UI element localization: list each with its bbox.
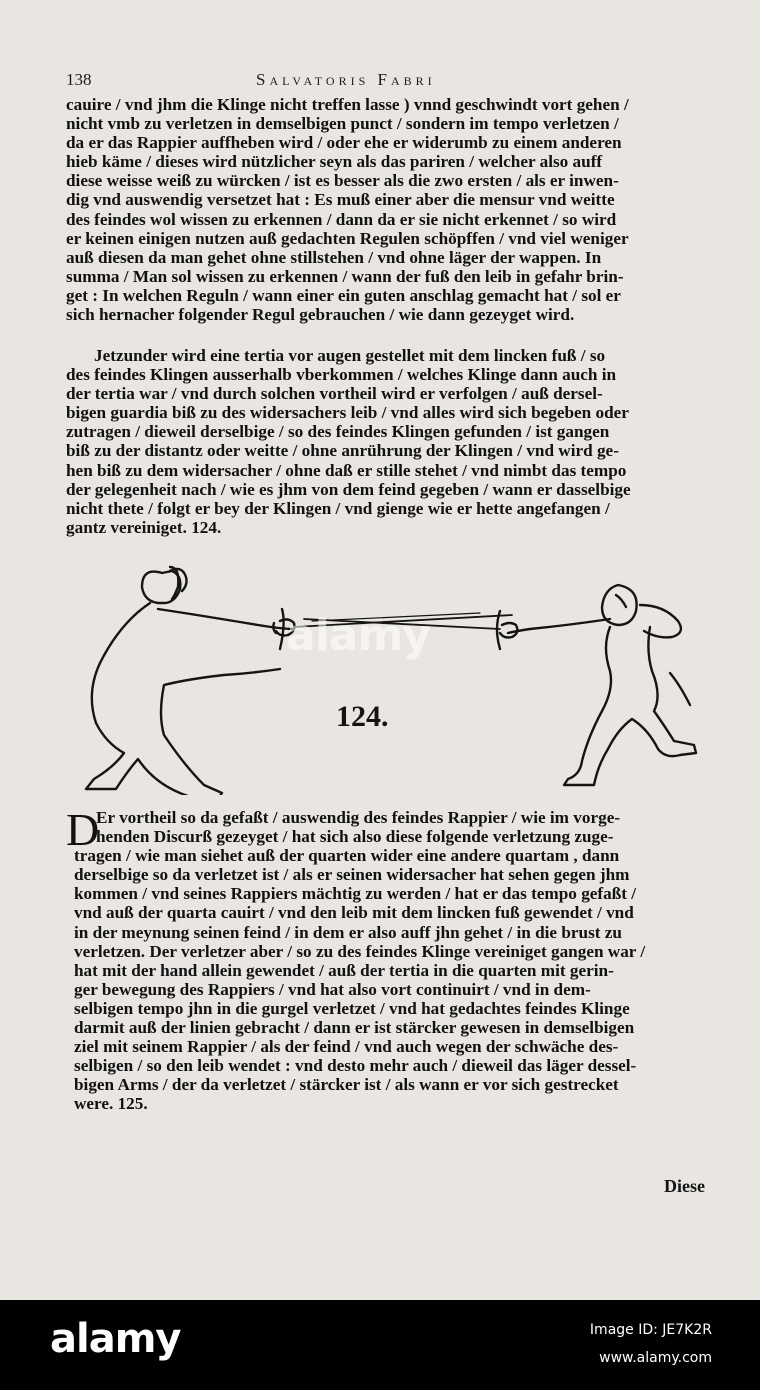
text-line: da er das Rappier auffheben wird / oder ehe er widerumb zu einem anderen <box>66 133 622 153</box>
right-fencer-rear-arm <box>640 605 681 637</box>
text-line: zutragen / dieweil derselbige / so des feindes Klingen gefunden / ist gangen <box>66 422 610 442</box>
text-line: ger bewegung des Rappiers / vnd hat also vort continuirt / vnd in dem- <box>74 979 591 999</box>
running-head: Salvatoris Fabri <box>256 70 436 89</box>
text-line: cauire / vnd jhm die Klinge nicht treffen lasse ) vnnd geschwindt vort gehen / <box>66 95 629 114</box>
text-line: selbigen / so den leib wendet : vnd desto mehr auch / dieweil das läger dessel- <box>74 1056 637 1076</box>
text-line: biß zu der distantz oder weitte / ohne anrührung der Klingen / vnd wird ge- <box>66 441 619 461</box>
text-line: verletzen. Der verletzer aber / so zu des feindes Klinge vereiniget gangen war / <box>74 941 646 961</box>
left-fencer-figure <box>142 567 180 603</box>
text-line: nicht thete / folgt er bey der Klingen / vnd gienge wie er hette angefangen / <box>66 498 610 518</box>
text-line: ziel mit seinem Rappier / als der feind / vnd auch wegen der schwäche des- <box>74 1037 619 1057</box>
text-line: hat mit der hand allein gewendet / auß der tertia in die quarten mit gerin- <box>74 960 614 980</box>
text-line: bigen Arms / der da verletzet / stärcker ist / als wann er vor sich gestrecket <box>74 1075 619 1095</box>
paragraph-1 <box>66 95 711 324</box>
text-line: were. 125. <box>74 1094 148 1114</box>
text-line: tragen / wie man siehet auß der quarten wider eine andere quartam , dann <box>74 846 620 866</box>
page-number: 138 <box>66 70 92 89</box>
text-line: in der meynung seinen feind / in dem er also auff jhn gehet / in die brust zu <box>74 922 622 942</box>
paragraph-2 <box>66 346 711 537</box>
text-line: nicht vmb zu verletzen in demselbigen punct / sondern im tempo verletzen / <box>66 114 619 134</box>
right-fencer-arm <box>508 619 610 633</box>
text-line: kommen / vnd seines Rappiers mächtig zu werden / hat er das tempo gefaßt / <box>74 884 637 904</box>
text-line: auß diesen da man gehet ohne stillstehen / vnd ohne läger der wappen. In <box>66 247 602 267</box>
text-line: bigen guardia biß zu des widersachers leib / vnd alles wird sich begeben oder <box>66 403 629 423</box>
text-line: Er vortheil so da gefaßt / auswendig des feindes Rappier / wie im vorge- <box>96 808 621 827</box>
drop-cap: D <box>66 804 100 855</box>
text-line: Jetzunder wird eine tertia vor augen gestellet mit dem lincken fuß / so <box>94 346 606 365</box>
text-line: henden Discurß gezeyget / hat sich also diese folgende verletzung zuge- <box>96 827 614 847</box>
catchword: Diese <box>664 1176 705 1196</box>
banner-url: www.alamy.com <box>599 1350 712 1366</box>
figure-number: 124. <box>336 700 389 733</box>
text-line: vnd auß der quarta cauirt / vnd den leib mit dem lincken fuß gewendet / vnd <box>74 903 634 923</box>
page-header <box>66 70 716 94</box>
text-line: gantz vereiniget. 124. <box>66 517 222 537</box>
text-line: hieb käme / dieses wird nützlicher seyn als das pariren / welcher also auff <box>66 152 603 172</box>
text-line: der tertia war / vnd durch solchen vortheil wird er verfolgen / auß dersel- <box>66 384 603 404</box>
text-line: sich hernacher folgender Regul gebrauchen / wie dann gezeyget wird. <box>66 305 575 325</box>
left-fencer-body <box>86 603 280 795</box>
text-line: derselbige so da verletzet ist / als er seinen widersacher hat sehen gegen jhm <box>74 865 630 885</box>
text-line: der gelegenheit nach / wie es jhm von dem feind gegeben / wann er dasselbige <box>66 479 631 499</box>
image-id-label: Image ID: JE7K2R <box>589 1322 712 1338</box>
right-fencer-body <box>564 627 696 785</box>
right-hand <box>500 623 517 638</box>
fencing-woodcut-illustration <box>50 555 720 795</box>
text-line: des feindes wol wissen zu erkennen / dann da er sie nicht erkennet / so wird <box>66 209 617 229</box>
text-line: er keinen einigen nutzen auß gedachten Regulen schöpffen / vnd viel weniger <box>66 228 629 248</box>
text-line: dig vnd auswendig versetzet hat : Es muß einer aber die mensur vnd weitte <box>66 190 615 210</box>
paragraph-3 <box>74 808 711 1114</box>
text-line: des feindes Klingen ausserhalb vberkommen / welches Klinge dann auch in <box>66 365 617 385</box>
text-line: hen biß zu dem widersacher / ohne daß er stille stehet / vnd nimbt das tempo <box>66 460 627 480</box>
banner-logo: alamy <box>50 1316 181 1362</box>
watermark-logo: alamy <box>286 610 430 661</box>
text-line: selbigen tempo jhn in die gurgel verletzet / vnd hat gedachtes feindes Klinge <box>74 998 630 1018</box>
text-line: darmit auß der linien gebracht / dann er ist stärcker gewesen in demselbigen <box>74 1018 635 1038</box>
text-line: get : In welchen Reguln / wann einer ein guten anschlag gemacht hat / sol er <box>66 285 621 305</box>
text-line: diese weisse weiß zu würcken / ist es besser als die zwo ersten / als er inwen- <box>66 171 619 191</box>
text-line: summa / Man sol wissen zu erkennen / wann der fuß den leib in gefahr brin- <box>66 266 624 286</box>
